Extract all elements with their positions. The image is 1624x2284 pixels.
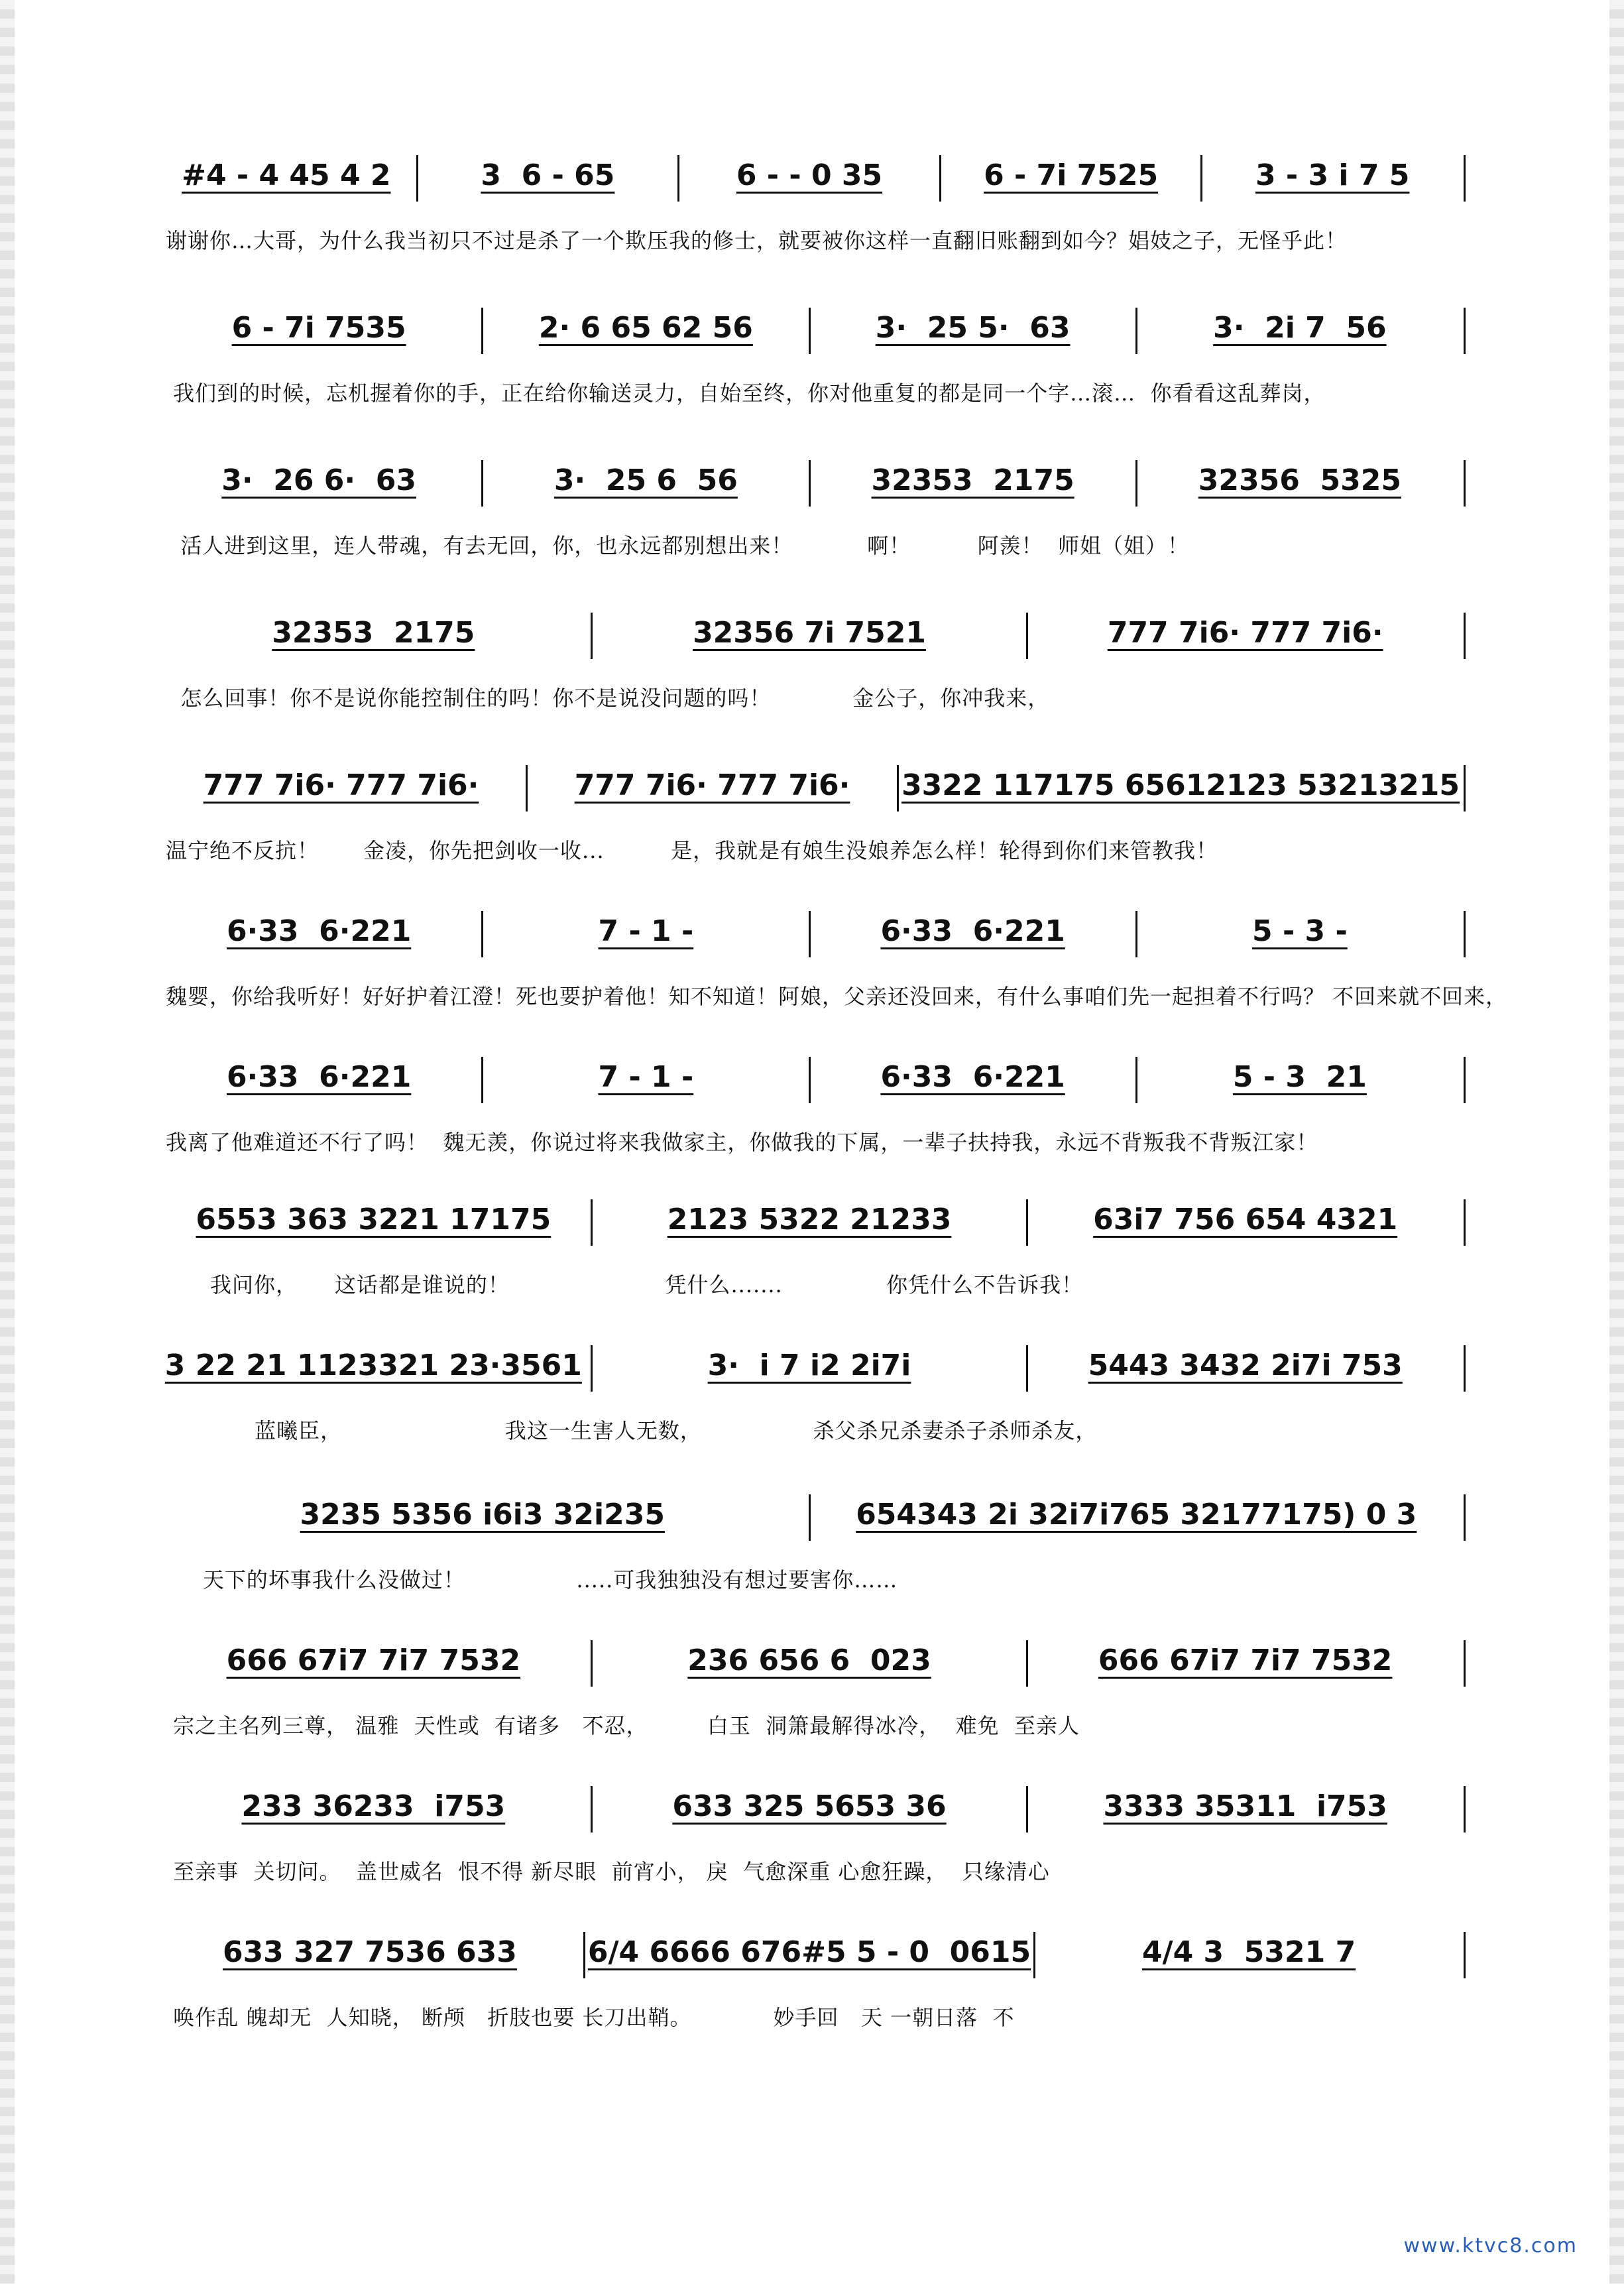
lyrics-line: 我问你， 这话都是谁说的！ 凭什么....... 你凭什么不告诉我！ — [166, 1272, 1084, 1297]
measure — [595, 1631, 1024, 1691]
measure-notes: 2123 5322 21233 — [667, 1203, 952, 1236]
measure — [813, 451, 1133, 511]
measure — [1031, 1777, 1460, 1836]
measure-notes: 3· 26 6· 63 — [221, 463, 416, 497]
notation-line — [159, 1485, 1468, 1545]
measure-notes: 32353 2175 — [871, 463, 1074, 497]
measure — [159, 1190, 588, 1250]
lyrics-line: 谢谢你…大哥，为什么我当初只不过是杀了一个欺压我的修士，就要被你这样一直翻旧账翻到如今？娼妓之子，无怪乎此！ — [166, 228, 1348, 253]
measure-notes: #4 - 4 45 4 2 — [182, 158, 391, 192]
measure — [944, 146, 1198, 206]
measure-notes: 7 - 1 - — [598, 1060, 694, 1094]
measure-notes: 7 - 1 - — [598, 914, 694, 948]
measure — [159, 756, 523, 815]
measure-notes: 32353 2175 — [272, 616, 475, 650]
measure — [159, 1336, 588, 1396]
bar-line — [677, 155, 679, 202]
bar-line — [1464, 308, 1466, 354]
measure — [486, 1048, 805, 1107]
measure-notes: 777 7i6· 777 7i6· — [1107, 616, 1383, 650]
measure-notes: 633 325 5653 36 — [672, 1789, 947, 1823]
measure-notes: 5443 3432 2i7i 753 — [1088, 1349, 1403, 1382]
bar-line — [591, 1640, 593, 1687]
measure — [486, 451, 805, 511]
measure — [1038, 1923, 1460, 1982]
measure — [1205, 146, 1460, 206]
bar-line — [1026, 1640, 1028, 1687]
bar-line — [1135, 1057, 1137, 1103]
measure — [682, 146, 937, 206]
score-system — [159, 1485, 1468, 1631]
score-system — [159, 1777, 1468, 1923]
bar-line — [809, 911, 811, 957]
measure — [159, 298, 479, 358]
measure — [159, 902, 479, 961]
notation-line — [159, 451, 1468, 511]
measure-notes: 777 7i6· 777 7i6· — [203, 768, 479, 802]
measure — [901, 756, 1460, 815]
measure-notes: 6·33 6·221 — [226, 914, 412, 948]
lyrics-line: 温宁绝不反抗！ 金凌，你先把剑收一收... 是，我就是有娘生没娘养怎么样！轮得到你们来管教我！ — [166, 838, 1218, 863]
measure-notes: 3· 25 6 56 — [553, 463, 738, 497]
notation-line — [159, 756, 1468, 815]
bar-line — [809, 1057, 811, 1103]
bar-line — [481, 460, 483, 507]
score-system — [159, 298, 1468, 444]
measure-notes: 6 - - 0 35 — [736, 158, 883, 192]
measure-notes: 6·33 6·221 — [880, 914, 1065, 948]
bar-line — [1135, 308, 1137, 354]
lyrics-line: 魏婴，你给我听好！好好护着江澄！死也要护着他！知不知道！阿娘，父亲还没回来，有什么事咱们先一起担着不行吗？ 不回来就不回来， — [166, 984, 1508, 1009]
bar-line — [416, 155, 418, 202]
measure — [421, 146, 675, 206]
measure — [1031, 1190, 1460, 1250]
bar-line — [481, 1057, 483, 1103]
measure — [1031, 603, 1460, 663]
measure-notes: 236 656 6 023 — [687, 1644, 931, 1677]
measure — [486, 298, 805, 358]
bar-line — [809, 1494, 811, 1541]
measure — [1140, 298, 1460, 358]
measure-notes: 63i7 756 654 4321 — [1093, 1203, 1398, 1236]
measure — [159, 146, 414, 206]
bar-line — [1464, 613, 1466, 659]
bar-line — [809, 308, 811, 354]
measure — [813, 1048, 1133, 1107]
measure — [813, 298, 1133, 358]
measure-notes: 3 22 21 1123321 23·3561 — [164, 1349, 582, 1382]
measure — [1140, 1048, 1460, 1107]
lyrics-line: 我离了他难道还不行了吗！ 魏无羡，你说过将来我做家主，你做我的下属，一辈子扶持我，永远不背叛我不背叛江家！ — [166, 1130, 1318, 1155]
measure-notes: 5 - 3 - — [1252, 914, 1348, 948]
bar-line — [1033, 1932, 1035, 1978]
measure — [595, 1336, 1024, 1396]
measure-notes: 3322 117175 65612123 53213215 — [901, 768, 1460, 802]
bar-line — [1026, 613, 1028, 659]
bar-line — [1464, 1199, 1466, 1246]
measure-notes: 32356 5325 — [1198, 463, 1401, 497]
bar-line — [1200, 155, 1202, 202]
measure-notes: 233 36233 i753 — [241, 1789, 506, 1823]
bar-line — [1464, 460, 1466, 507]
measure-notes: 3333 35311 i753 — [1103, 1789, 1387, 1823]
measure-notes: 6·33 6·221 — [880, 1060, 1065, 1094]
measure-notes: 666 67i7 7i7 7532 — [226, 1644, 521, 1677]
lyrics-line: 唤作乱 魄却无 人知晓， 断颅 折肢也要 长刀出鞘。 妙手回 天 一朝日落 不 — [166, 2005, 1015, 2030]
notation-line — [159, 1777, 1468, 1836]
bar-line — [1464, 911, 1466, 957]
lyrics-line: 活人进到这里，连人带魂，有去无回，你，也永远都别想出来！ 啊！ 阿羡！ 师姐（姐）！ — [166, 533, 1189, 558]
bar-line — [1464, 1640, 1466, 1687]
notation-line — [159, 298, 1468, 358]
bar-line — [481, 911, 483, 957]
measure — [159, 603, 588, 663]
bar-line — [1464, 155, 1466, 202]
measure-notes: 2· 6 65 62 56 — [538, 311, 753, 345]
lyrics-line: 蓝曦臣， 我这一生害人无数， 杀父杀兄杀妻杀子杀师杀友， — [166, 1418, 1098, 1443]
measure-notes: 6 - 7i 7535 — [231, 311, 406, 345]
lyrics-line: 至亲事 关切问。 盖世威名 恨不得 新尽眼 前宵小， 戾 气愈深重 心愈狂躁， 只缘清心 — [166, 1859, 1050, 1884]
measure-notes: 3· i 7 i2 2i7i — [707, 1349, 911, 1382]
measure — [588, 1923, 1031, 1982]
notation-line — [159, 1631, 1468, 1691]
measure-notes: 666 67i7 7i7 7532 — [1098, 1644, 1393, 1677]
bar-line — [591, 613, 593, 659]
bar-line — [1026, 1199, 1028, 1246]
measure-notes: 654343 2i 32i7i765 32177175) 0 3 — [856, 1498, 1417, 1532]
lyrics-line: 怎么回事！你不是说你能控制住的吗！你不是说没问题的吗！ 金公子，你冲我来， — [166, 686, 1050, 711]
measure-notes: 6/4 6666 676#5 5 - 0 0615 — [587, 1935, 1031, 1969]
notation-line — [159, 1048, 1468, 1107]
measure-notes: 3 - 3 i 7 5 — [1255, 158, 1410, 192]
measure — [159, 1923, 581, 1982]
score-system — [159, 1631, 1468, 1777]
lyrics-line: 宗之主名列三尊， 温雅 天性或 有诸多 不忍， 白玉 洞箫最解得冰冷， 难免 至亲人 — [166, 1713, 1080, 1738]
measure — [1031, 1631, 1460, 1691]
bar-line — [939, 155, 941, 202]
measure — [595, 603, 1024, 663]
notation-line — [159, 902, 1468, 961]
measure — [159, 1631, 588, 1691]
score-system — [159, 1336, 1468, 1482]
measure — [486, 902, 805, 961]
measure — [530, 756, 894, 815]
right-margin-strip — [1609, 0, 1624, 2284]
bar-line — [1464, 765, 1466, 811]
notation-line — [159, 603, 1468, 663]
bar-line — [1464, 1932, 1466, 1978]
bar-line — [1464, 1345, 1466, 1392]
bar-line — [897, 765, 899, 811]
measure — [159, 451, 479, 511]
measure-notes: 3· 2i 7 56 — [1213, 311, 1387, 345]
measure-notes: 3 6 - 65 — [481, 158, 615, 192]
bar-line — [1464, 1057, 1466, 1103]
score-system — [159, 902, 1508, 1048]
bar-line — [1026, 1786, 1028, 1833]
bar-line — [1026, 1345, 1028, 1392]
notation-line — [159, 1923, 1468, 1982]
notation-line — [159, 1190, 1468, 1250]
measure — [159, 1485, 806, 1545]
measure — [1140, 902, 1460, 961]
bar-line — [1464, 1786, 1466, 1833]
measure — [595, 1777, 1024, 1836]
score-system — [159, 146, 1468, 292]
bar-line — [583, 1932, 585, 1978]
site-watermark: www.ktvc8.com — [1403, 2234, 1578, 2257]
measure-notes: 5 - 3 21 — [1232, 1060, 1367, 1094]
bar-line — [1135, 911, 1137, 957]
score-system — [159, 1048, 1468, 1193]
measure — [1140, 451, 1460, 511]
notation-line — [159, 146, 1468, 206]
measure-notes: 32356 7i 7521 — [693, 616, 926, 650]
measure-notes: 633 327 7536 633 — [222, 1935, 517, 1969]
bar-line — [481, 308, 483, 354]
bar-line — [1135, 460, 1137, 507]
score-system — [159, 1190, 1468, 1336]
lyrics-line: 我们到的时候，忘机握着你的手，正在给你输送灵力，自始至终，你对他重复的都是同一个字…滚… 你看看这乱葬岗， — [166, 381, 1326, 406]
bar-line — [809, 460, 811, 507]
score-system — [159, 451, 1468, 597]
measure — [1031, 1336, 1460, 1396]
score-system — [159, 1923, 1468, 2069]
measure — [813, 902, 1133, 961]
score-system — [159, 603, 1468, 749]
measure-notes: 6553 363 3221 17175 — [196, 1203, 551, 1236]
left-margin-strip — [0, 0, 15, 2284]
bar-line — [1464, 1494, 1466, 1541]
measure — [813, 1485, 1460, 1545]
measure — [159, 1048, 479, 1107]
bar-line — [526, 765, 528, 811]
bar-line — [591, 1345, 593, 1392]
measure-notes: 777 7i6· 777 7i6· — [574, 768, 850, 802]
measure — [159, 1777, 588, 1836]
measure-notes: 6·33 6·221 — [226, 1060, 412, 1094]
notation-line — [159, 1336, 1468, 1396]
bar-line — [591, 1199, 593, 1246]
bar-line — [591, 1786, 593, 1833]
measure-notes: 3· 25 5· 63 — [875, 311, 1071, 345]
lyrics-line: 天下的坏事我什么没做过！ .....可我独独没有想过要害你…… — [166, 1567, 898, 1593]
score-system — [159, 756, 1468, 902]
measure-notes: 3235 5356 i6i3 32i235 — [300, 1498, 665, 1532]
measure — [595, 1190, 1024, 1250]
measure-notes: 4/4 3 5321 7 — [1141, 1935, 1356, 1969]
measure-notes: 6 - 7i 7525 — [984, 158, 1159, 192]
